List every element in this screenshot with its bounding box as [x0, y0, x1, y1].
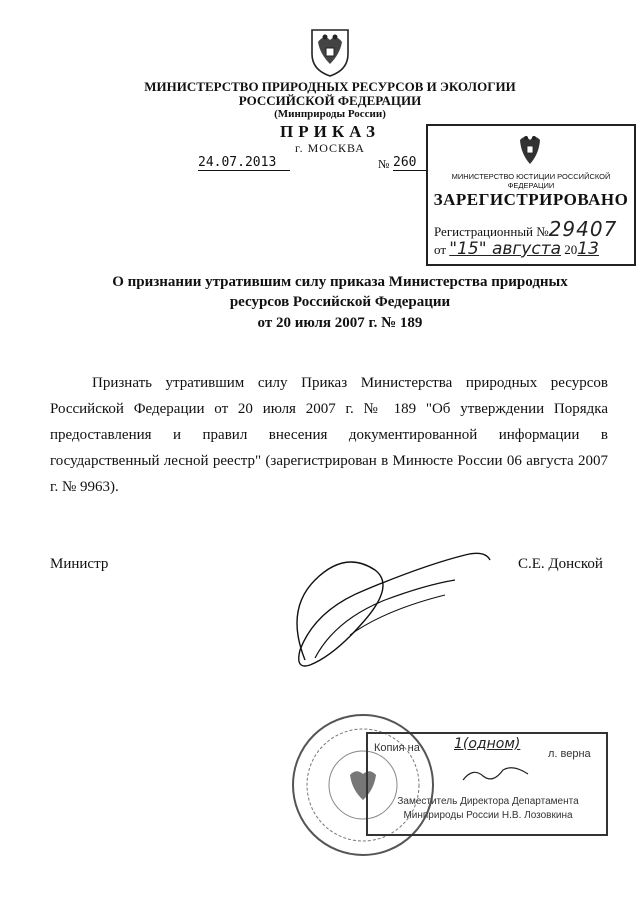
stamp-reg-label: Регистрационный № — [434, 224, 549, 239]
stamp-reg-row — [434, 217, 617, 241]
copy-position: Заместитель Директора Департамента — [397, 796, 579, 807]
copy-label: Копия на — [374, 742, 420, 754]
order-title-line2: ресурсов Российской Федерации — [229, 294, 451, 310]
number-label: № — [378, 157, 390, 171]
document-number: 260 — [393, 155, 427, 171]
order-paragraph: Признать утратившим силу Приказ Министерства природных ресурсов Российской Федерации от 20 июля 2007 г. № 189 "Об утверждении Порядка предоставления и правил внесения документированной информации в государственный лесной реестр" (зарегистрирован в Минюсте России 06 августа 2007 г. № 9963). — [50, 375, 608, 495]
registration-stamp — [426, 124, 636, 266]
stamp-year-prefix: 20 — [564, 242, 578, 257]
stamp-date-prefix: от — [434, 242, 447, 257]
stamp-emblem-icon — [512, 132, 548, 170]
coat-of-arms-emblem — [302, 24, 358, 80]
ministry-name-line2: РОССИЙСКОЙ ФЕДЕРАЦИИ — [238, 93, 422, 108]
order-title-line3: от 20 июля 2007 г. № 189 — [257, 315, 423, 331]
stamp-date-handwritten: "15" августа — [449, 239, 562, 259]
signatory-role: Министр — [50, 556, 109, 572]
copy-signature — [458, 762, 538, 786]
stamp-ministry-name: МИНИСТЕРСТВО ЮСТИЦИИ РОССИЙСКОЙ ФЕДЕРАЦИИ — [451, 172, 611, 190]
signatory-name: С.Е. Донской — [518, 556, 603, 572]
handwritten-signature — [255, 540, 505, 680]
copy-certification-stamp — [366, 732, 608, 836]
copy-pages-handwritten: 1(одном) — [454, 736, 521, 752]
ministry-short-name: (Минприроды России) — [274, 108, 386, 120]
order-title-line1: О признании утратившим силу приказа Министерства природных — [112, 274, 568, 290]
document-date: 24.07.2013 — [198, 155, 290, 171]
stamp-reg-number: 29407 — [548, 217, 618, 241]
stamp-status: ЗАРЕГИСТРИРОВАНО — [433, 190, 629, 209]
stamp-date-row — [434, 239, 599, 259]
document-type: ПРИКАЗ — [280, 122, 380, 141]
order-body — [50, 370, 608, 500]
document-city: г. МОСКВА — [295, 141, 365, 155]
copy-pages-suffix: л. верна — [548, 748, 591, 760]
ministry-name-line1: МИНИСТЕРСТВО ПРИРОДНЫХ РЕСУРСОВ И ЭКОЛОГИИ — [144, 79, 516, 94]
copy-org-person: Минприроды России Н.В. Лозовкина — [403, 810, 573, 821]
stamp-year-suffix: 13 — [577, 239, 599, 259]
